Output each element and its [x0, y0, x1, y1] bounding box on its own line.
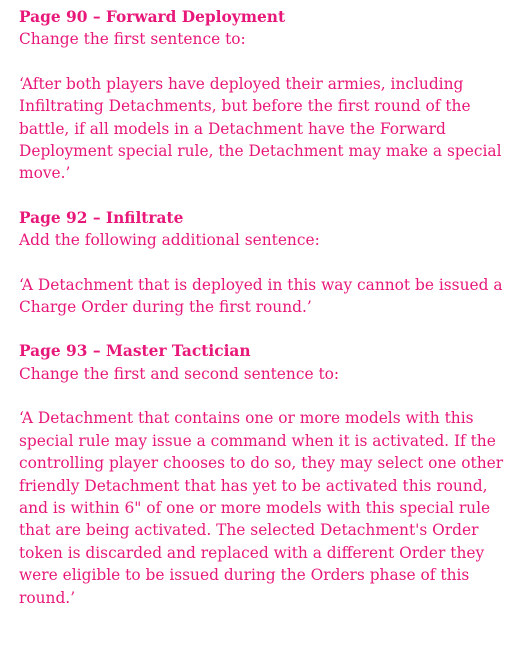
section-instruction: Change the first sentence to:	[19, 30, 246, 49]
section-heading: Page 92 – Infiltrate	[19, 208, 184, 227]
replacement-text: ‘A Detachment that contains one or more models with this special rule may issue a command when it is activated. If the controlling player chooses to do so, they may select one other friendly Detachment that has yet to be activated this round, and is within 6" of one or more models with this special rule that are being activated. The selected Detachment's Order token is discarded and replaced with a different Order they were eligible to be issued during the Orders phase of this round.’	[19, 409, 504, 607]
errata-section-infiltrate	[19, 207, 509, 319]
errata-section-master-tactician	[19, 340, 509, 608]
section-instruction: Change the first and second sentence to:	[19, 364, 340, 383]
section-heading: Page 93 – Master Tactician	[19, 342, 251, 361]
section-instruction: Add the following additional sentence:	[19, 231, 320, 250]
errata-section-forward-deployment	[19, 6, 509, 185]
replacement-text: ‘After both players have deployed their armies, including Infiltrating Detachments, but before the first round of the battle, if all models in a Detachment have the Forward Deployment special rule, the Detachment may make a special move.’	[19, 74, 502, 183]
errata-document	[19, 6, 509, 631]
section-heading: Page 90 – Forward Deployment	[19, 8, 286, 26]
replacement-text: ‘A Detachment that is deployed in this way cannot be issued a Charge Order during the first round.’	[19, 275, 503, 317]
